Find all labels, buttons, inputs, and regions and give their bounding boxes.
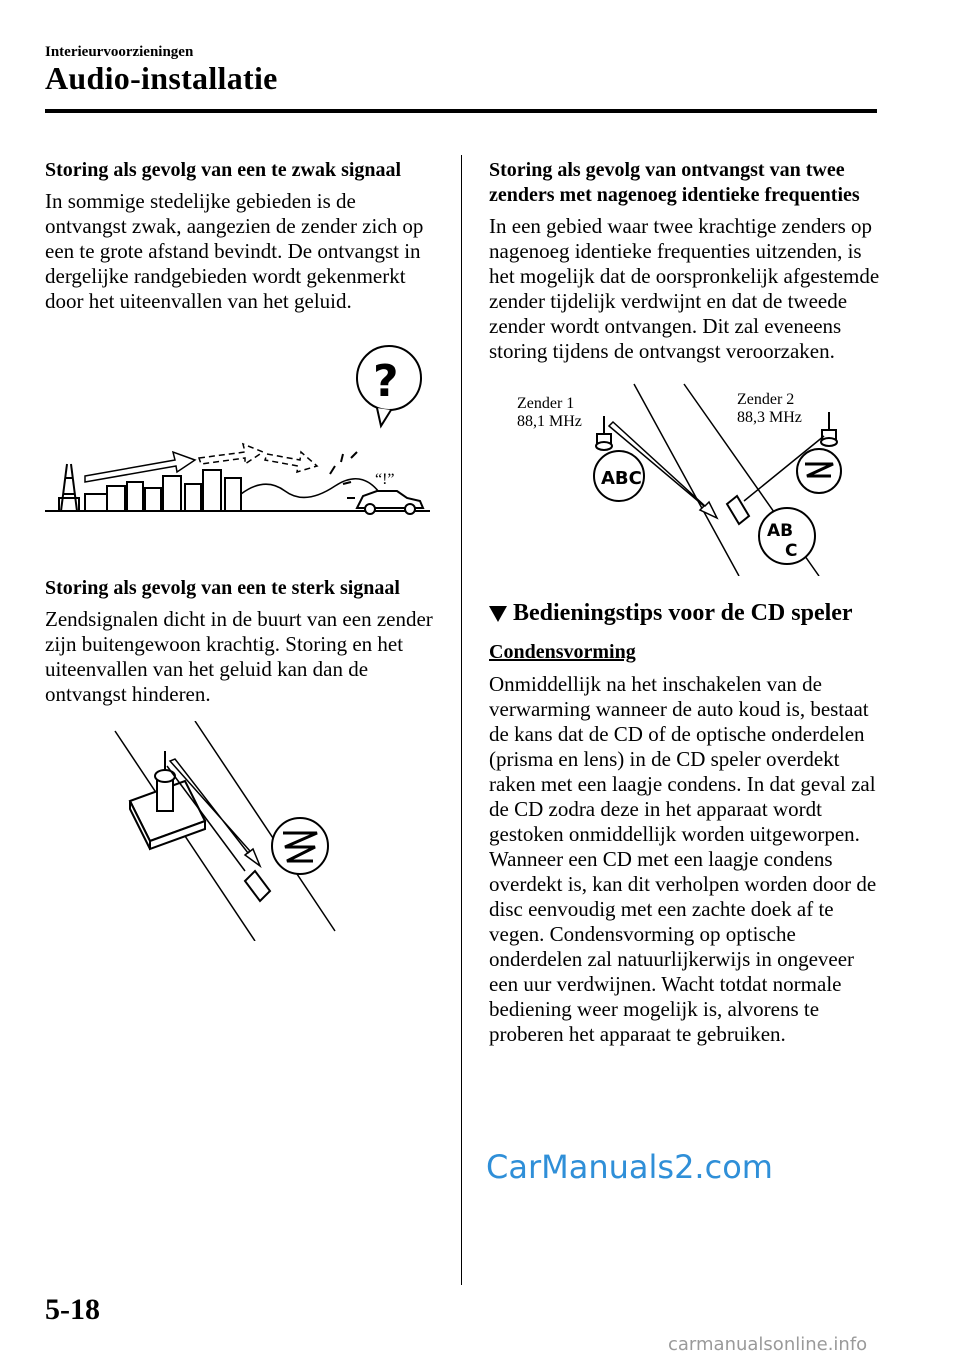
svg-text:C: C	[785, 541, 798, 561]
two-stations-heading: Storing als gevolg van ontvangst van twee zenders met nagenoeg identieke frequenties	[489, 159, 860, 206]
cd-section-heading	[489, 600, 881, 627]
watermark-logo: CarManuals2.com	[486, 1148, 773, 1186]
svg-text:AB: AB	[767, 521, 794, 541]
right-column	[489, 158, 881, 1047]
noise-bubble-icon	[797, 449, 841, 493]
svg-text:ABC: ABC	[601, 468, 642, 489]
two-stations-text: In een gebied waar twee krachtige zenders op nagenoeg identieke frequenties uitzenden, is het mogelijk dat de oorspronkelijk afgestemde zender tijdelijk verdwijnt en dat de tweede zender wordt ontvangen. Dit zal eveneens storing tijdens de ontvangst veroorzaken.	[489, 214, 880, 363]
footer-site: carmanualsonline.info	[668, 1334, 868, 1355]
zender1-name: Zender 1	[517, 395, 575, 412]
cd-section-title: Bedieningstips voor de CD speler	[513, 600, 853, 626]
page-title: Audio-installatie	[45, 60, 278, 96]
column-divider	[461, 155, 462, 1285]
triangle-down-icon	[489, 606, 507, 622]
abc-bubble-icon	[594, 451, 644, 501]
strong-signal-heading: Storing als gevolg van een te sterk signaal	[45, 577, 400, 599]
zender2-name: Zender 2	[737, 391, 795, 408]
header-rule	[45, 109, 877, 113]
zender2-freq: 88,3 MHz	[737, 409, 802, 426]
mixed-signal-bubble-icon	[759, 508, 815, 564]
condensation-text: Onmiddellijk na het inschakelen van de verwarming wanneer de auto koud is, bestaat de kans dat de CD of de optische onderdelen (prisma en lens) in de CD speler overdekt raken met een laagje condens. In dat geval zal de CD zodra deze in het apparaat wordt gestoken onmiddellijk worden uitgeworpen. Wanneer een CD met een laagje condens overdekt is, kan dit verholpen worden door de disc eenvoudig met een zachte doek af te vegen. Condensvorming op optische onderdelen zal natuurlijkerwijs in ongeveer een uur verdwijnen. Wacht totdat normale bediening weer mogelijk is, alvorens te proberen het apparaat te gebruiken.	[489, 672, 877, 1046]
svg-text:“!”: “!”	[375, 471, 395, 488]
two-stations-illustration	[489, 376, 881, 576]
zender1-freq: 88,1 MHz	[517, 413, 582, 430]
section-kicker: Interieurvoorzieningen	[45, 44, 194, 60]
svg-text:?: ?	[373, 356, 399, 407]
left-column	[45, 158, 437, 941]
page-number: 5-18	[45, 1293, 100, 1326]
weak-signal-text: In sommige stedelijke gebieden is de ontvangst zwak, aangezien de zender zich op een te grote afstand bevindt. De ontvangst in dergelijke randgebieden wordt gekenmerkt door het uiteenvallen van het geluid.	[45, 189, 424, 313]
weak-signal-illustration	[45, 326, 437, 536]
strong-signal-text: Zendsignalen dicht in de buurt van een zender zijn buitengewoon krachtig. Storing en het uiteenvallen van het geluid kan dan de ontvangst hinderen.	[45, 607, 433, 706]
weak-signal-heading: Storing als gevolg van een te zwak signaal	[45, 159, 402, 181]
antenna-1-icon	[596, 416, 612, 450]
transmitter-tower-icon	[59, 464, 79, 511]
strong-signal-illustration	[45, 721, 437, 941]
noise-bubble-icon	[272, 818, 328, 874]
condensation-heading: Condensvorming	[489, 641, 636, 663]
car-icon	[245, 871, 270, 901]
question-bubble-icon	[357, 346, 421, 426]
antenna-2-icon	[821, 412, 837, 446]
